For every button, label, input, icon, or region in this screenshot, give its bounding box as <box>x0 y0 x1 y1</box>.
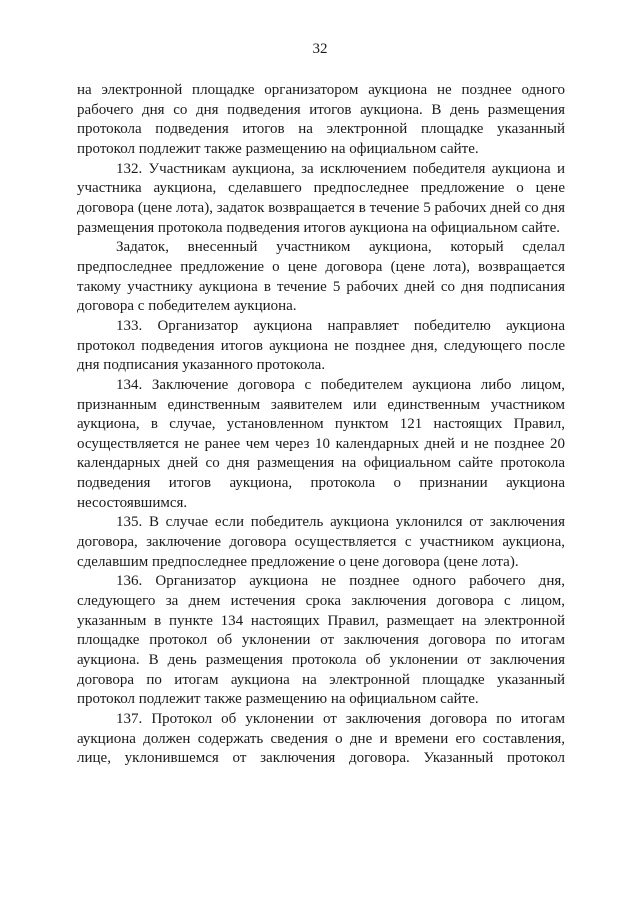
paragraph-134: 134. Заключение договора с победителем аукциона либо лицом, признанным единственным заявителем или единственным участником аукциона, в случае, установленном пунктом 121 настоящих Правил, осуществляется не ранее чем через 10 календарных дней и не позднее 20 календарных дней со дня размещения на официальном сайте протокола подведения итогов аукциона, протокола о признании аукциона несостоявшимся. <box>77 376 565 511</box>
paragraph-deposit: Задаток, внесенный участником аукциона, который сделал предпоследнее предложение о цене договора (цене лота), возвращается такому участнику аукциона в течение 5 рабочих дней со дня подписания договора с победителем аукциона. <box>77 239 565 315</box>
paragraph-continuation: на электронной площадке организатором аукциона не позднее одного рабочего дня со дня подведения итогов аукциона. В день размещения протокола подведения итогов на электронной площадке указанный протокол подлежит также размещению на официальном сайте. <box>77 82 565 157</box>
document-body <box>77 81 565 769</box>
paragraph-133: 133. Организатор аукциона направляет победителю аукциона протокол подведения итогов аукциона не позднее дня, следующего после дня подписания указанного протокола. <box>77 317 565 374</box>
paragraph-132: 132. Участникам аукциона, за исключением победителя аукциона и участника аукциона, сделавшего предпоследнее предложение о цене договора (цене лота), задаток возвращается в течение 5 рабочих дней со дня размещения протокола подведения итогов аукциона на официальном сайте. <box>77 160 565 236</box>
paragraph-137: 137. Протокол об уклонении от заключения договора по итогам аукциона должен содержать сведения о дне и времени его составления, лице, уклонившемся от заключения договора. Указанный протокол <box>77 711 565 767</box>
page-number: 32 <box>312 41 328 57</box>
paragraph-136: 136. Организатор аукциона не позднее одного рабочего дня, следующего за днем истечения срока заключения договора с лицом, указанным в пункте 134 настоящих Правил, размещает на электронной площадке протокол об уклонении от заключения договора по итогам аукциона. В день размещения протокола об уклонении от заключения договора по итогам аукциона на электронной площадке указанный протокол подлежит также размещению на официальном сайте. <box>77 573 565 708</box>
paragraph-135: 135. В случае если победитель аукциона уклонился от заключения договора, заключение договора осуществляется с участником аукциона, сделавшим предпоследнее предложение о цене договора (цене лота). <box>77 514 565 570</box>
